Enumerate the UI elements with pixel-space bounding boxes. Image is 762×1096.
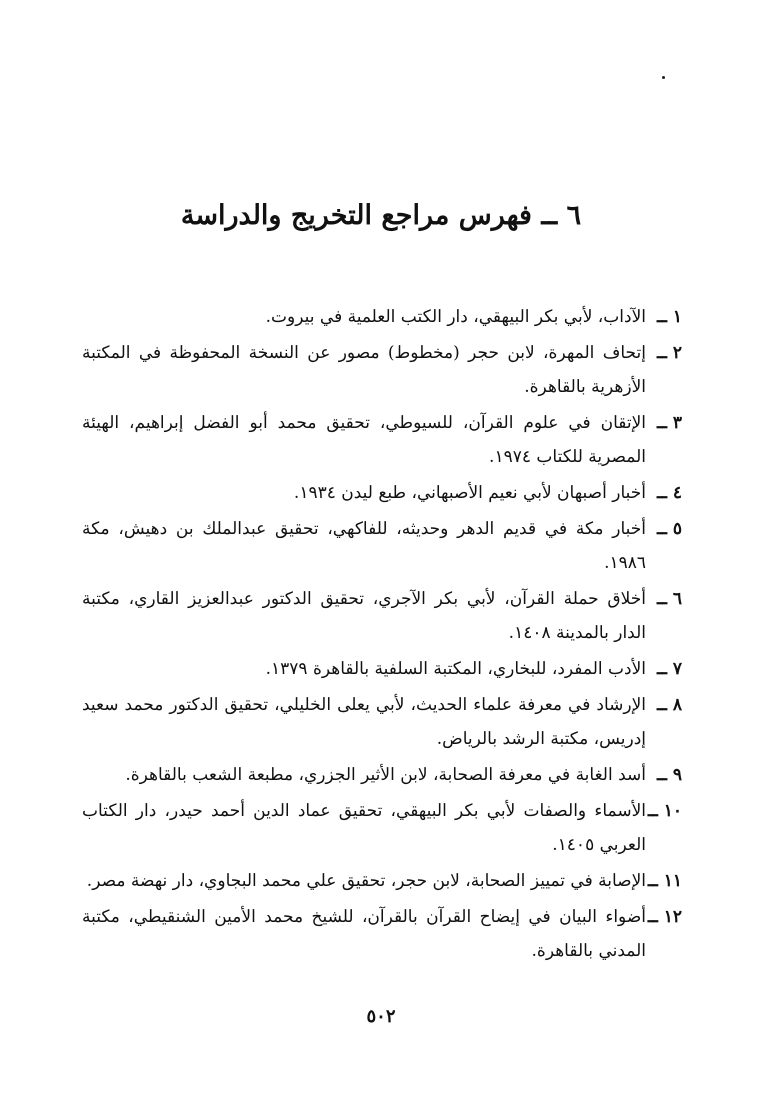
reference-text: الإصابة في تمييز الصحابة، لابن حجر، تحقيق علي محمد البجاوي، دار نهضة مصر. [86,871,646,891]
reference-item [82,512,682,580]
reference-item [82,900,682,968]
references-list [82,300,682,970]
reference-item [82,336,682,404]
reference-item [82,652,682,686]
reference-number: ٢ ــ [656,343,682,363]
reference-number: ٤ ــ [656,483,682,503]
reference-number: ٧ ــ [656,659,682,679]
reference-text: الإرشاد في معرفة علماء الحديث، لأبي يعلى الخليلي، تحقيق الدكتور محمد سعيد إدريس، مكتبة الرشد بالرياض. [82,695,646,749]
reference-text: إتحاف المهرة، لابن حجر (مخطوط) مصور عن النسخة المحفوظة في المكتبة الأزهرية بالقاهرة. [82,343,646,397]
reference-text: أضواء البيان في إيضاح القرآن بالقرآن، للشيخ محمد الأمين الشنقيطي، مكتبة المدني بالقاهرة. [82,907,646,961]
reference-text: أسد الغابة في معرفة الصحابة، لابن الأثير الجزري، مطبعة الشعب بالقاهرة. [125,765,646,785]
reference-number: ٨ ــ [656,695,682,715]
scan-speck [662,76,665,79]
reference-text: الآداب، لأبي بكر البيهقي، دار الكتب العلمية في بيروت. [265,307,646,327]
reference-text: الأسماء والصفات لأبي بكر البيهقي، تحقيق عماد الدين أحمد حيدر، دار الكتاب العربي ١٤٠٥. [82,801,646,855]
reference-text: أخلاق حملة القرآن، لأبي بكر الآجري، تحقيق الدكتور عبدالعزيز القاري، مكتبة الدار بالمدينة ١٤٠٨. [82,589,646,643]
reference-item [82,476,682,510]
reference-text: الأدب المفرد، للبخاري، المكتبة السلفية بالقاهرة ١٣٧٩. [265,659,646,679]
reference-number: ١٠ ــ [647,801,682,821]
reference-item [82,864,682,898]
reference-item [82,794,682,862]
reference-item [82,688,682,756]
page-number: ٥٠٢ [366,1006,396,1027]
reference-text: الإتقان في علوم القرآن، للسيوطي، تحقيق محمد أبو الفضل إبراهيم، الهيئة المصرية للكتاب ١٩٧٤. [82,413,646,467]
reference-item [82,300,682,334]
reference-number: ١ ــ [656,307,682,327]
page-title: ٦ ــ فهرس مراجع التخريج والدراسة [180,200,582,231]
reference-number: ٣ ــ [656,413,682,433]
reference-text: أخبار مكة في قديم الدهر وحديثه، للفاكهي، تحقيق عبدالملك بن دهيش، مكة ١٩٨٦. [82,519,646,573]
reference-item [82,406,682,474]
reference-number: ٥ ــ [656,519,682,539]
reference-item [82,758,682,792]
reference-number: ١٢ ــ [647,907,682,927]
reference-text: أخبار أصبهان لأبي نعيم الأصبهاني، طبع ليدن ١٩٣٤. [293,483,646,503]
reference-number: ٩ ــ [656,765,682,785]
reference-number: ١١ ــ [647,871,682,891]
reference-item [82,582,682,650]
reference-number: ٦ ــ [656,589,682,609]
